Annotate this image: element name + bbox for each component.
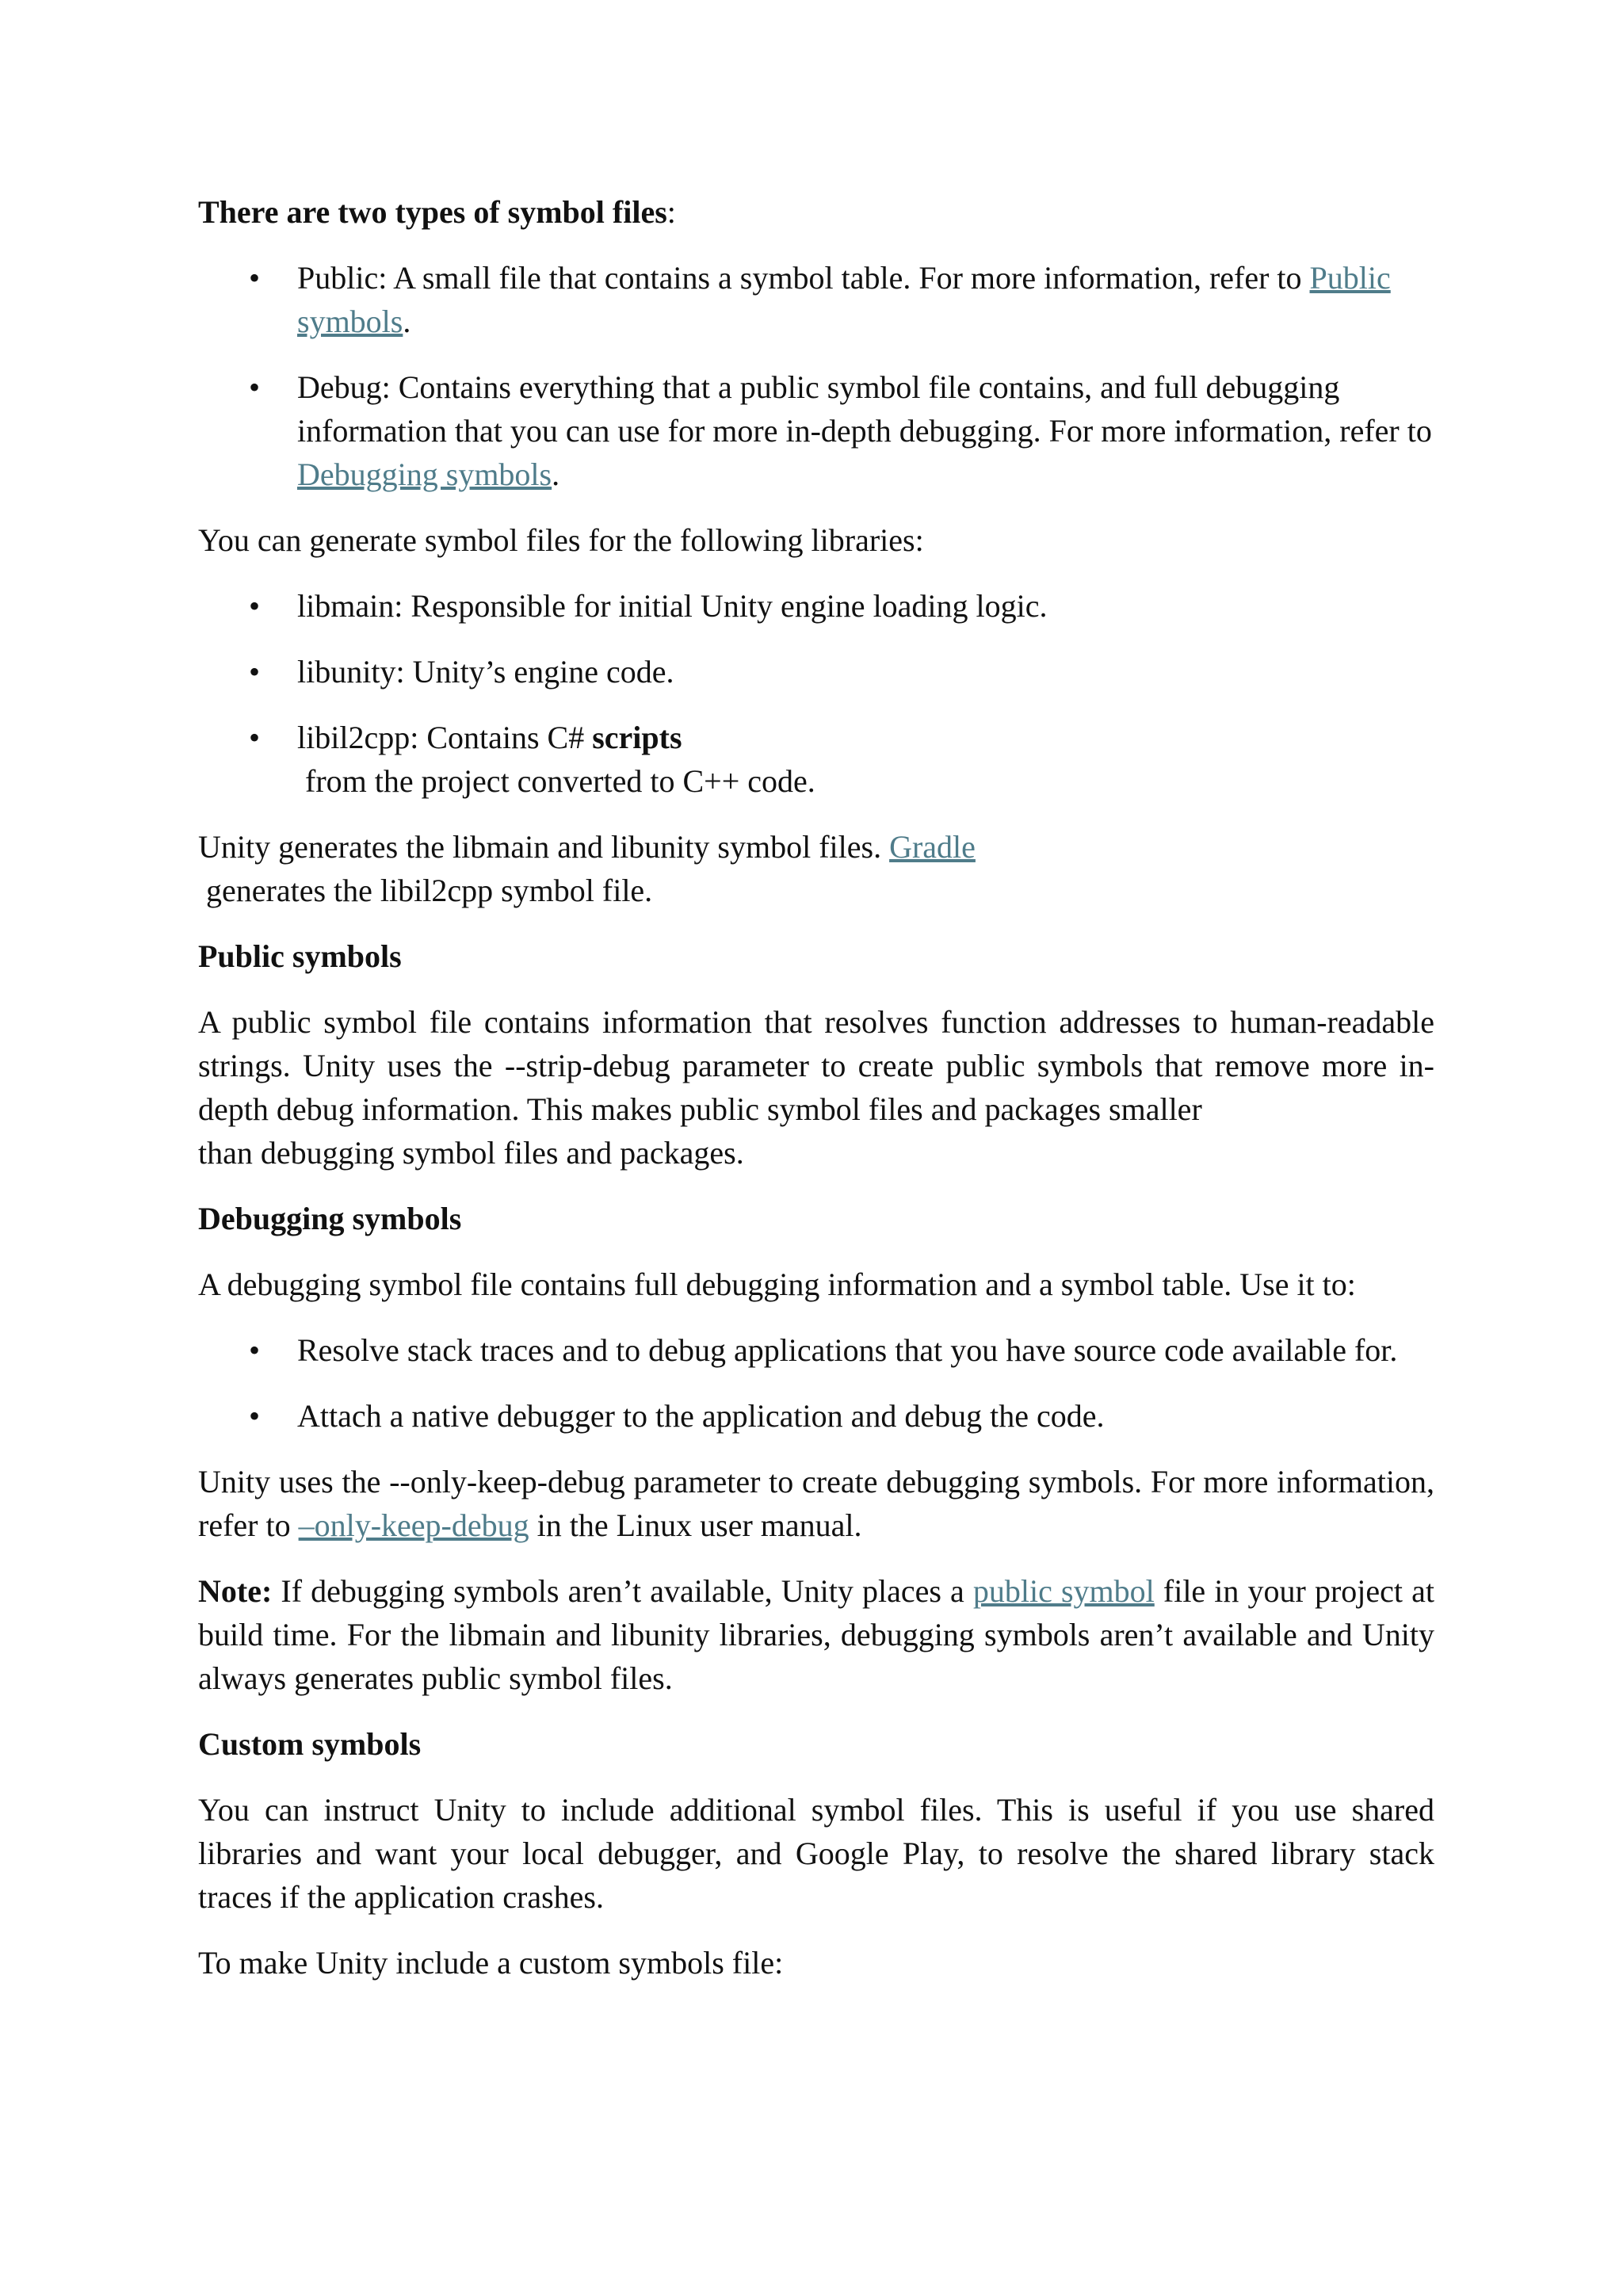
bullet-icon: • <box>249 260 261 296</box>
custom-symbols-heading: Custom symbols <box>198 1726 422 1762</box>
list-item-text: Attach a native debugger to the application and debug the code. <box>297 1398 1105 1434</box>
public-symbols-paragraph <box>198 1000 1434 1175</box>
debugging-uses-list <box>198 1328 1434 1438</box>
list-item-text: libunity: Unity’s engine code. <box>297 654 674 690</box>
debugging-symbols-heading: Debugging symbols <box>198 1201 462 1236</box>
public-symbols-heading: Public symbols <box>198 938 402 974</box>
libraries-list <box>198 584 1434 803</box>
symbol-types-list <box>198 256 1434 496</box>
intro-colon: : <box>666 194 676 230</box>
list-item-debug <box>198 365 1434 496</box>
bullet-icon: • <box>249 1332 261 1368</box>
generates-continuation: generates the libil2cpp symbol file. <box>206 873 653 908</box>
list-item-text: libil2cpp: Contains C# <box>297 720 593 755</box>
list-item-text: Public: A small file that contains a symbol table. For more information, refer to <box>297 260 1310 296</box>
public-symbol-link[interactable]: public symbol <box>972 1573 1155 1609</box>
bullet-icon: • <box>249 1398 261 1434</box>
list-item-tail: . <box>552 457 560 492</box>
libraries-intro: You can generate symbol files for the following libraries: <box>198 522 924 558</box>
bullet-icon: • <box>249 369 261 405</box>
custom-symbols-instruction: To make Unity include a custom symbols file: <box>198 1945 784 1981</box>
only-keep-debug-link[interactable]: –only-keep-debug <box>298 1507 529 1543</box>
list-item-libmain <box>198 584 1434 628</box>
bullet-icon: • <box>249 654 261 690</box>
bullet-icon: • <box>249 588 261 624</box>
public-symbols-text: A public symbol file contains information that resolves function addresses to human-readable strings. Unity uses the --strip-debug parameter to create public symbols that remove more in-depth debug information. This makes public symbol files and packages smaller <box>198 1004 1434 1127</box>
note-paragraph <box>198 1569 1434 1700</box>
note-tail: file in your project at build time. For the libmain and libunity libraries, debugging symbols aren’t available and Unity always generates public symbol files. <box>198 1573 1434 1696</box>
public-symbols-link[interactable]: Public symbols <box>297 260 1391 339</box>
bullet-icon: • <box>249 720 261 755</box>
list-item-text: Resolve stack traces and to debug applications that you have source code available for. <box>297 1332 1398 1368</box>
debugging-symbols-link[interactable]: Debugging symbols <box>297 457 552 492</box>
custom-symbols-paragraph: You can instruct Unity to include additional symbol files. This is useful if you use shared libraries and want your local debugger, and Google Play, to resolve the shared library stack traces if the application crashes. <box>198 1792 1434 1915</box>
list-item-tail: . <box>403 304 411 339</box>
list-item-resolve <box>198 1328 1434 1372</box>
note-text: If debugging symbols aren’t available, Unity places a <box>272 1573 973 1609</box>
debugging-symbols-paragraph: A debugging symbol file contains full debugging information and a symbol table. Use it to: <box>198 1266 1356 1302</box>
only-keep-debug-paragraph <box>198 1460 1434 1547</box>
scripts-term: scripts <box>592 720 682 755</box>
gradle-link[interactable]: Gradle <box>889 829 976 865</box>
list-item-libunity <box>198 650 1434 693</box>
list-item-public <box>198 256 1434 343</box>
note-label: Note: <box>198 1573 273 1609</box>
generates-paragraph <box>198 825 1434 912</box>
list-item-attach <box>198 1394 1434 1438</box>
list-item-libil2cpp <box>198 716 1434 803</box>
list-item-text: Debug: Contains everything that a public symbol file contains, and full debugging information that you can use for more in-depth debugging. For more information, refer to <box>297 369 1432 449</box>
only-keep-debug-text: Unity uses the --only-keep-debug parameter to create debugging symbols. For more information, refer to <box>198 1464 1434 1543</box>
intro-heading: There are two types of symbol files <box>198 194 667 230</box>
intro-line <box>198 190 1434 234</box>
list-item-continuation: from the project converted to C++ code. <box>305 763 815 799</box>
only-keep-debug-tail: in the Linux user manual. <box>529 1507 862 1543</box>
public-symbols-text-line2: than debugging symbol files and packages. <box>198 1135 744 1171</box>
generates-text: Unity generates the libmain and libunity symbol files. <box>198 829 890 865</box>
list-item-text: libmain: Responsible for initial Unity engine loading logic. <box>297 588 1048 624</box>
document-page <box>198 190 1434 2007</box>
